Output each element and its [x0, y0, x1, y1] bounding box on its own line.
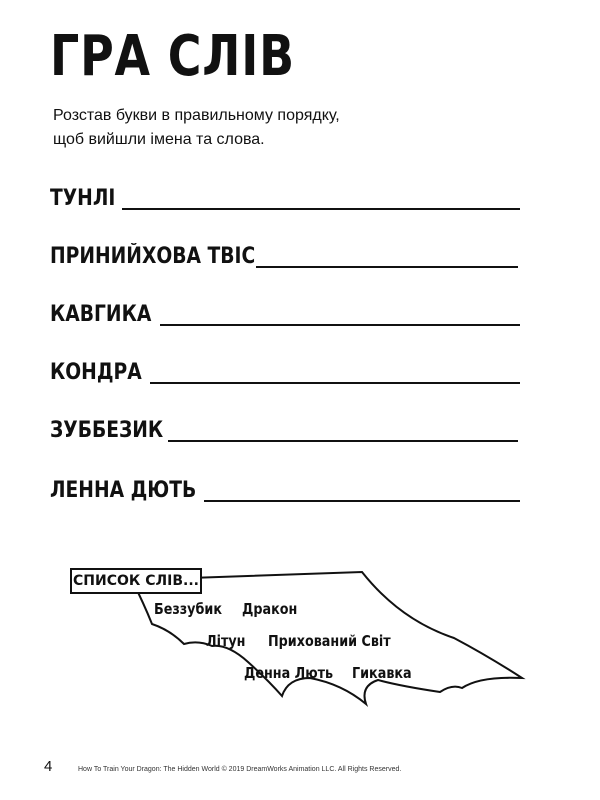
word-row [50, 414, 518, 444]
scrambled-word: ЗУББЕЗИК [50, 418, 164, 443]
instructions-line-2: щоб вийшли імена та слова. [53, 131, 265, 148]
instructions [53, 104, 393, 152]
instructions-line-1: Розстав букви в правильному порядку, [53, 107, 340, 124]
list-word: Літун [206, 632, 246, 650]
list-word: Дракон [242, 600, 298, 618]
list-word: Беззубик [154, 600, 222, 618]
scrambled-word: КОНДРА [50, 360, 142, 385]
word-row [50, 356, 520, 386]
word-row [50, 298, 520, 328]
scrambled-word: КАВГИКА [50, 302, 152, 327]
answer-line[interactable] [150, 382, 520, 384]
page-title: ГРА СЛІВ [50, 24, 295, 89]
scrambled-word: ПРИНИЙХОВА ТВІС [50, 244, 256, 269]
word-row [50, 474, 520, 504]
list-word: Гикавка [352, 664, 412, 682]
answer-line[interactable] [160, 324, 520, 326]
page-number: 4 [44, 758, 53, 775]
answer-line[interactable] [122, 208, 520, 210]
scrambled-word: ЛЕННА ДЮТЬ [50, 478, 197, 503]
word-row [50, 182, 520, 212]
list-word: Прихований Світ [268, 632, 391, 650]
word-list-label: СПИСОК СЛІВ... [70, 568, 202, 594]
answer-line[interactable] [256, 266, 518, 268]
list-word: Денна Лють [244, 664, 334, 682]
answer-line[interactable] [168, 440, 518, 442]
answer-line[interactable] [204, 500, 520, 502]
copyright-notice: How To Train Your Dragon: The Hidden World © 2019 DreamWorks Animation LLC. All Rights Reserved. [78, 766, 402, 773]
word-row [50, 240, 518, 270]
scrambled-word: ТУНЛІ [50, 186, 116, 211]
